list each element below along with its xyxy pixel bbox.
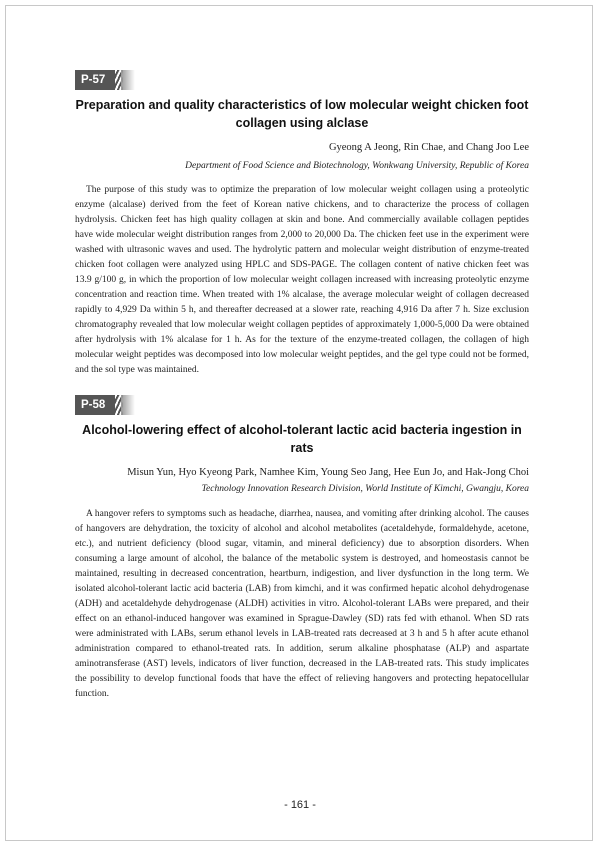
abstract-code: P-58 (75, 395, 121, 415)
abstract-p57 (75, 70, 529, 378)
abstract-title: Preparation and quality characteristics of low molecular weight chicken foot collagen using alclase (75, 98, 529, 130)
abstract-p58 (75, 395, 529, 702)
page-number: - 161 - (284, 799, 316, 811)
abstract-body: The purpose of this study was to optimize the preparation of low molecular weight collagen using a proteolytic enzyme (alcalase) derived from the feet of Korean native chickens, and to characterize the process of collagen hydrolysis. Chicken feet has high quality collagen at skin and bone. And commercially available collagen peptides have wide molecular weight distribution ranges from 2,000 to 20,000 Da. The chicken feet use in the experiment were washed with ultrasonic waves and used. The hydrolytic pattern and molecular weight distribution of enzyme-treated chicken foot collagen were analyzed using HPLC and SDS-PAGE. The collagen content of native chicken feet was 13.9 g/100 g, in which the proportion of low molecular weight collagen increased with increasing proteolytic enzyme concentration and reaction time. When treated with 1% alcalase, the average molecular weight of collagen decreased rapidly to 4,929 Da within 5 h, and thereafter decreased at a slower rate, reaching 4,916 Da after 7 h. Size exclusion chromatography revealed that low molecular weight collagen peptides of approximately 1,000-5,000 Da were obtained after hydrolysis with 1% alcalase for 1 h. As for the texture of the enzyme-treated collagen, the collagen of high molecular weight peptides was decomposed into low molecular weight peptides, and the gel type could not be formed, and the sol type was maintained. (75, 185, 529, 375)
abstract-authors: Misun Yun, Hyo Kyeong Park, Namhee Kim, Young Seo Jang, Hee Eun Jo, and Hak-Jong Choi (127, 467, 529, 478)
abstract-affiliation: Department of Food Science and Biotechnology, Wonkwang University, Republic of Korea (185, 161, 529, 171)
abstract-body: A hangover refers to symptoms such as headache, diarrhea, nausea, and vomiting after drinking alcohol. The causes of hangovers are dehydration, the toxicity of alcohol and alcohol metabolites (acetaldehyde, formaldehyde, acetone, etc.), and nutrient deficiency (blood sugar, vitamin, and mineral deficiency) due to absorption disorders. When consuming a large amount of alcohol, the balance of the metabolic system is destroyed, and homeostasis cannot be maintained, resulting in decreased concentration, heartburn, indigestion, and liver dysfunction in the long term. We isolated alcohol-tolerant lactic acid bacteria (LAB) from kimchi, and it was confirmed hepatic alcohol dehydrogenase (ADH) and acetaldehyde dehydrogenase (ALDH) activities in vitro. Alcohol-tolerant LABs were prepared, and their effect on an ethanol-induced hangover was examined in Sprague-Dawley (SD) rats fed with ethanol. When SD rats were administrated with LABs, serum ethanol levels in LAB-treated rats decreased at 3 h and 5 h after acute ethanol administration compared to ethanol-treated rats. In addition, serum alkaline phosphatase (ALP) and aspartate aminotransferase (AST) levels, indicators of liver function, decreased in the LAB-treated rats. This study implicates the possibility to develop functional foods that have the effect of relieving hangovers and protecting hepatocellular function. (75, 509, 529, 699)
badge-fade-decoration (121, 395, 135, 415)
abstract-code-badge (75, 395, 529, 417)
abstract-code: P-57 (75, 70, 121, 90)
abstract-affiliation: Technology Innovation Research Division, World Institute of Kimchi, Gwangju, Korea (201, 484, 529, 494)
abstract-authors: Gyeong A Jeong, Rin Chae, and Chang Joo Lee (328, 142, 529, 153)
badge-fade-decoration (121, 70, 135, 90)
abstract-code-badge (75, 70, 529, 92)
abstract-title: Alcohol-lowering effect of alcohol-tolerant lactic acid bacteria ingestion in rats (82, 423, 522, 455)
